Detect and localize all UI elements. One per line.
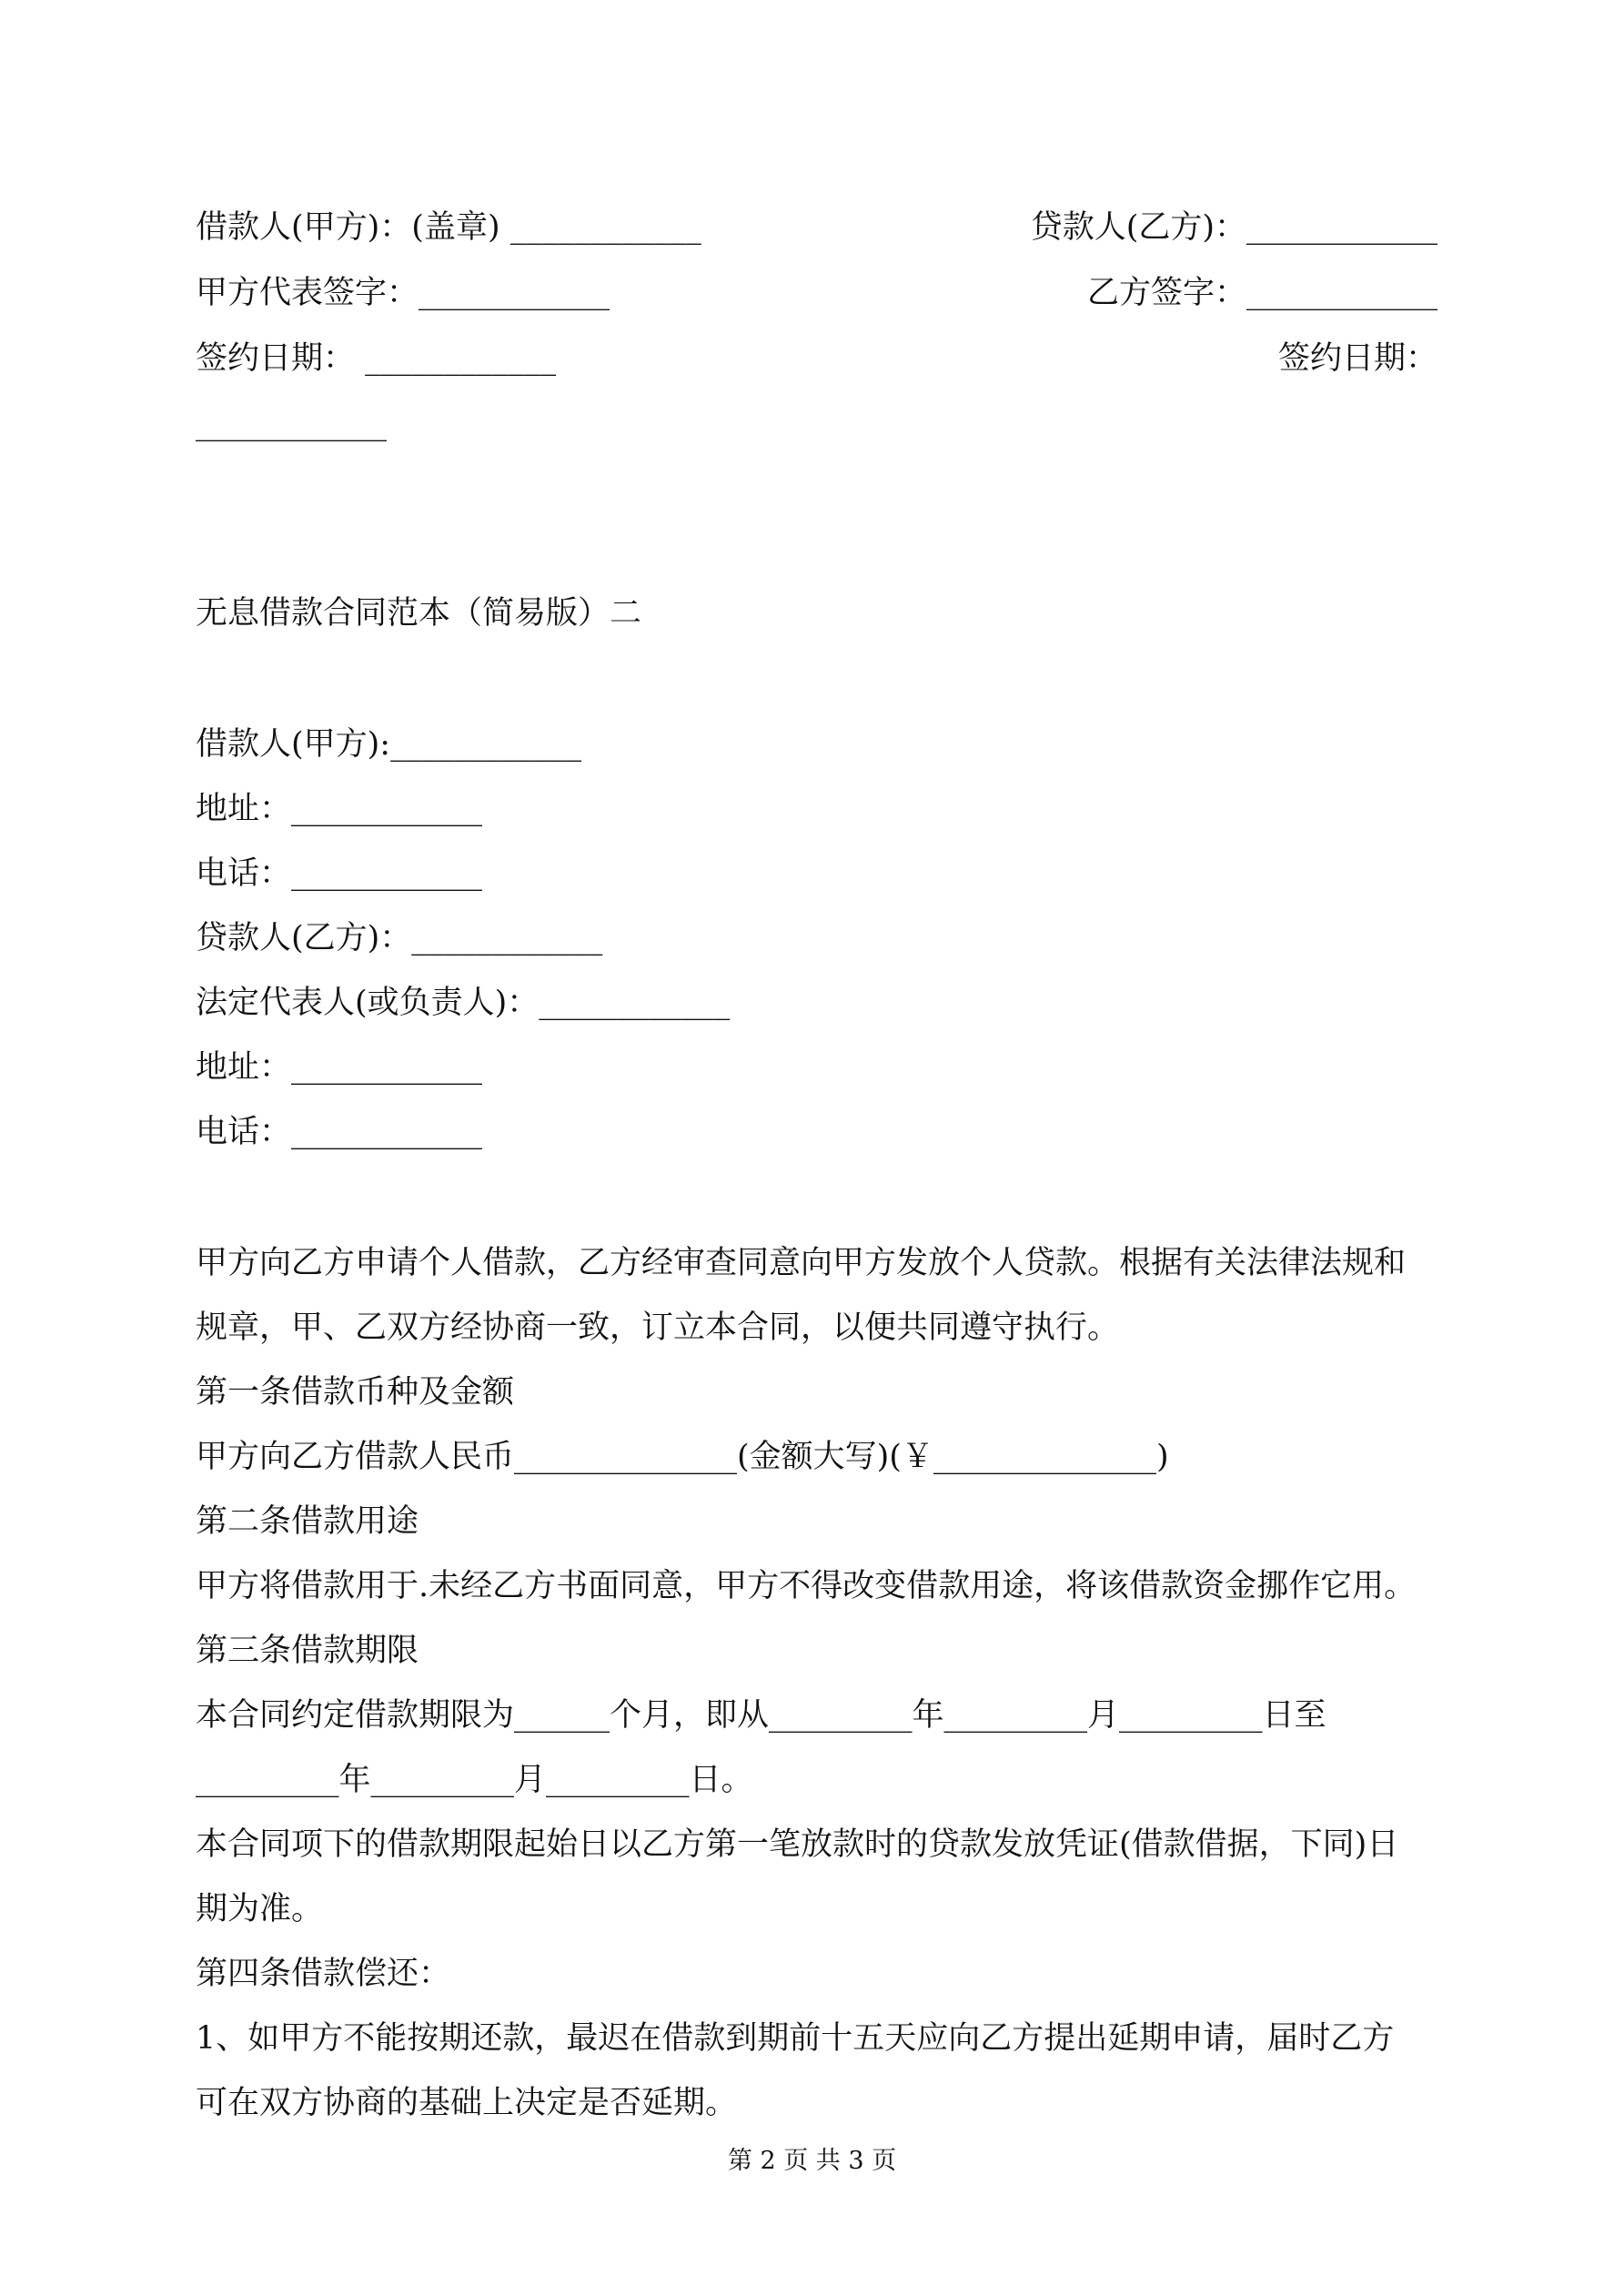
- legal-rep-field: 法定代表人(或负责人)：____________: [196, 985, 731, 1021]
- borrower-sign-label: 借款人(甲方)：(盖章) ____________: [196, 209, 701, 246]
- intro-line-2: 规章，甲、乙双方经协商一致，订立本合同，以便共同遵守执行。: [196, 1310, 1120, 1346]
- lender-field: 贷款人(乙方)：____________: [196, 920, 603, 956]
- article-2-title: 第二条借款用途: [196, 1503, 419, 1540]
- article-3-note-2: 期为准。: [196, 1891, 324, 1927]
- article-3-line-1: 本合同约定借款期限为______个月，即从_________年_________月_________日至: [196, 1697, 1326, 1734]
- borrower-field: 借款人(甲方):____________: [196, 726, 582, 763]
- sign-date-left: 签约日期： ____________: [196, 340, 557, 377]
- contract-title: 无息借款合同范本（简易版）二: [196, 595, 642, 632]
- article-3-title: 第三条借款期限: [196, 1633, 419, 1669]
- article-3-note-1: 本合同项下的借款期限起始日以乙方第一笔放款时的贷款发放凭证(借款借据，下同)日: [196, 1826, 1399, 1863]
- intro-line-1: 甲方向乙方申请个人借款，乙方经审查同意向甲方发放个人贷款。根据有关法律法规和: [196, 1245, 1407, 1281]
- article-1-title: 第一条借款币种及金额: [196, 1374, 515, 1411]
- page-indicator: 第 2 页 共 3 页: [727, 2147, 897, 2175]
- article-4-item-1-line-1: 1、如甲方不能按期还款，最迟在借款到期前十五天应向乙方提出延期申请，届时乙方: [196, 2020, 1395, 2057]
- lender-address-field: 地址：____________: [196, 1049, 483, 1086]
- article-4-item-1-line-2: 可在双方协商的基础上决定是否延期。: [196, 2085, 738, 2121]
- article-3-line-2: _________年_________月_________日。: [196, 1762, 753, 1798]
- lender-phone-field: 电话：____________: [196, 1114, 483, 1150]
- article-4-title: 第四条借款偿还：: [196, 1956, 451, 1992]
- article-2-text: 甲方将借款用于.未经乙方书面同意，甲方不得改变借款用途，将该借款资金挪作它用。: [196, 1568, 1417, 1604]
- borrower-address-field: 地址：____________: [196, 791, 483, 827]
- borrower-rep-sign-label: 甲方代表签字：____________: [196, 275, 610, 311]
- sign-date-right-blank: ____________: [196, 406, 387, 442]
- borrower-phone-field: 电话：____________: [196, 855, 483, 892]
- lender-sign-label-2: 乙方签字：____________: [1086, 275, 1437, 311]
- lender-sign-label: 贷款人(乙方)：____________: [1030, 209, 1437, 246]
- sign-date-right: 签约日期：: [1277, 340, 1437, 377]
- article-1-text: 甲方向乙方借款人民币______________(金额大写)(￥______________): [196, 1439, 1169, 1475]
